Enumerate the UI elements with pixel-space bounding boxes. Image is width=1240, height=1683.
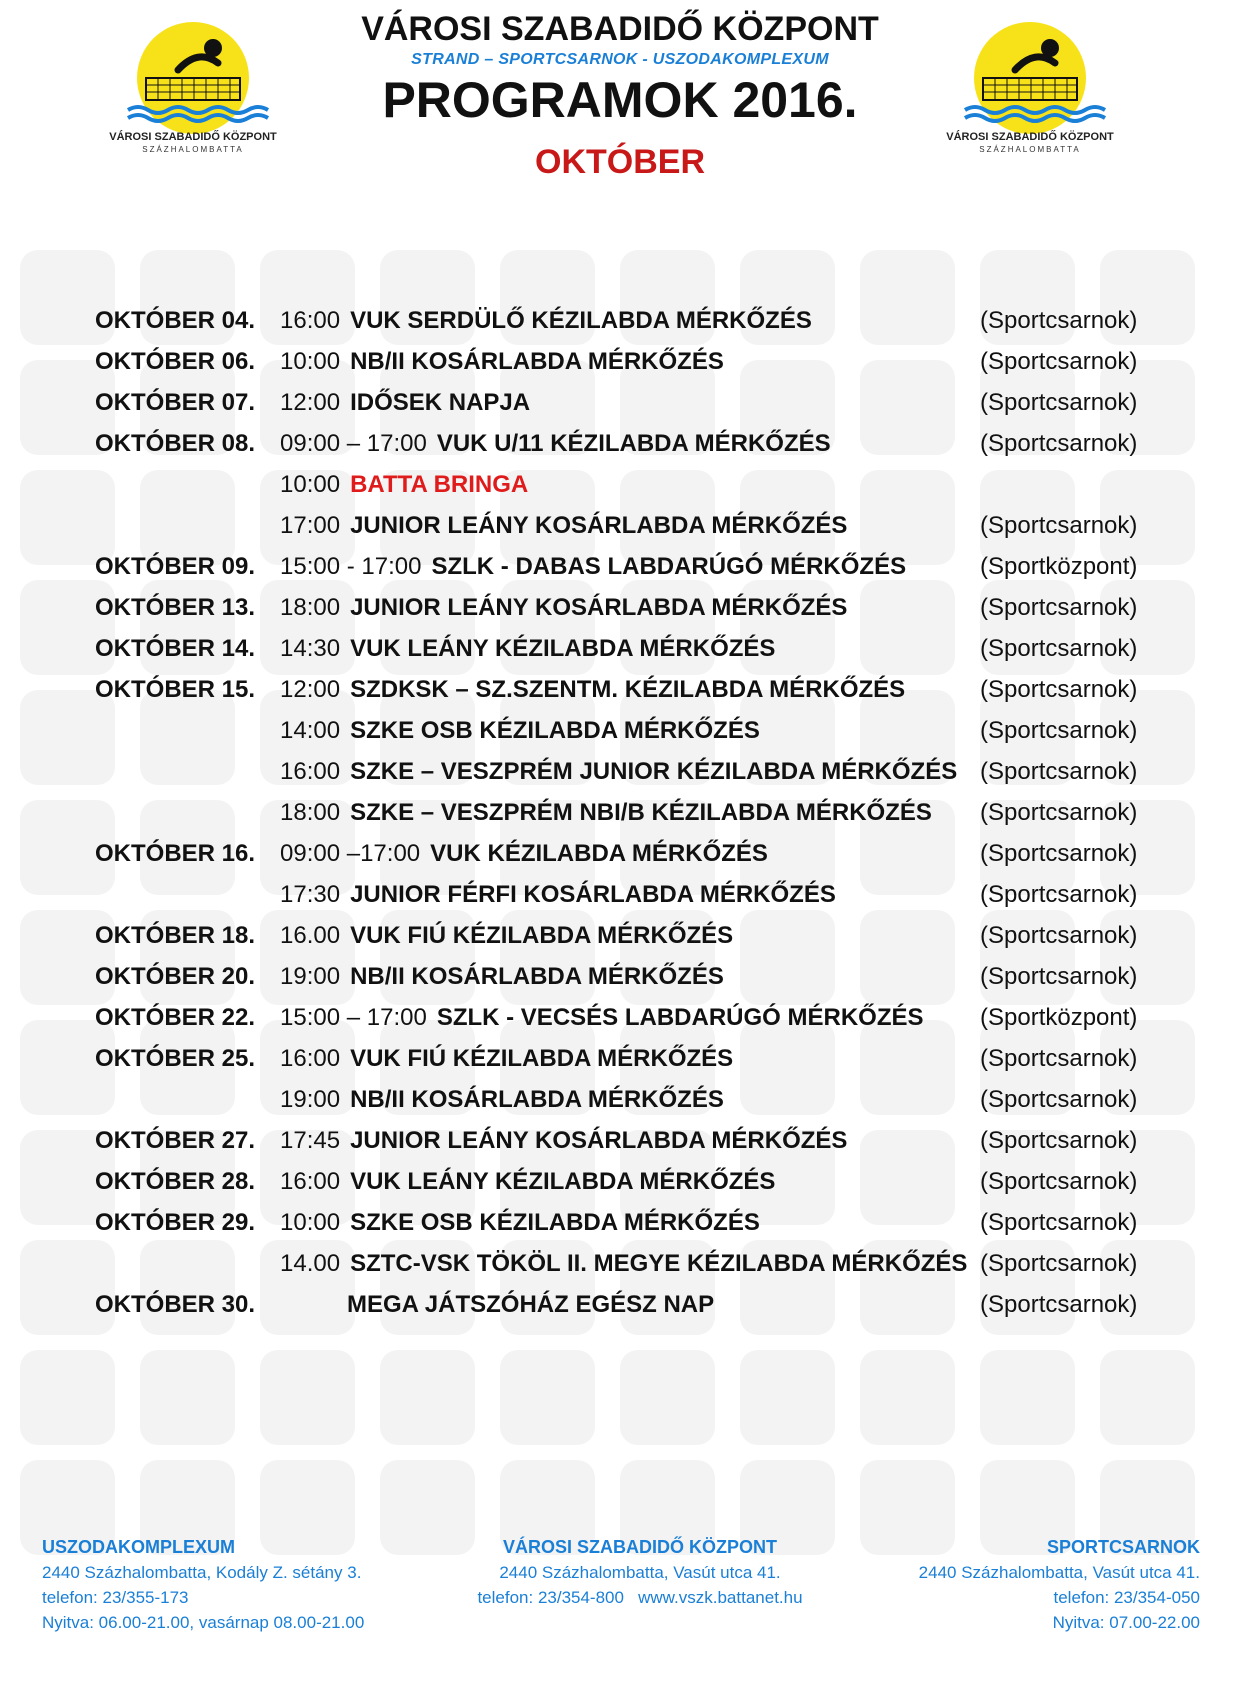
logo-subcaption: SZÁZHALOMBATTA xyxy=(142,145,244,154)
event-title: VUK KÉZILABDA MÉRKŐZÉS xyxy=(430,840,768,867)
event-time: 10:00 xyxy=(280,1209,341,1236)
event-time: 16:00 xyxy=(280,758,341,785)
event-time: 14.00 xyxy=(280,1250,341,1277)
schedule-row xyxy=(95,874,1175,915)
page-header xyxy=(0,6,1240,182)
event-venue: (Sportcsarnok) xyxy=(980,348,1138,375)
schedule-row xyxy=(95,1161,1175,1202)
schedule-row xyxy=(95,997,1175,1038)
event-time: 19:00 xyxy=(280,963,341,990)
schedule-row xyxy=(95,669,1175,710)
event-time: 17:30 xyxy=(280,881,341,908)
event-venue: (Sportcsarnok) xyxy=(980,1209,1138,1236)
event-title: BATTA BRINGA xyxy=(350,471,529,498)
event-title: NB/II KOSÁRLABDA MÉRKŐZÉS xyxy=(350,348,724,375)
event-venue: (Sportcsarnok) xyxy=(980,799,1138,826)
event-time: 15:00 - 17:00 xyxy=(280,553,422,580)
footer-uszoda-address: 2440 Százhalombatta, Kodály Z. sétány 3. xyxy=(42,1563,362,1582)
footer-vszk-title: VÁROSI SZABADIDŐ KÖZPONT xyxy=(502,1537,777,1557)
event-time: 18:00 xyxy=(280,799,341,826)
footer-vszk xyxy=(460,1535,820,1610)
event-time: 15:00 – 17:00 xyxy=(280,1004,427,1031)
event-title: NB/II KOSÁRLABDA MÉRKŐZÉS xyxy=(350,963,724,990)
watermark-tile xyxy=(380,1350,475,1445)
event-time: 17:45 xyxy=(280,1127,341,1154)
footer-uszoda-hours: Nyitva: 06.00-21.00, vasárnap 08.00-21.00 xyxy=(42,1613,365,1632)
event-title: SZKE OSB KÉZILABDA MÉRKŐZÉS xyxy=(350,1209,760,1236)
watermark-tile xyxy=(980,1350,1075,1445)
footer-sportcsarnok-address: 2440 Százhalombatta, Vasút utca 41. xyxy=(918,1563,1200,1582)
watermark-tile xyxy=(740,1350,835,1445)
event-venue: (Sportcsarnok) xyxy=(980,717,1138,744)
event-title: VUK SERDÜLŐ KÉZILABDA MÉRKŐZÉS xyxy=(350,307,812,334)
event-venue: (Sportcsarnok) xyxy=(980,1168,1138,1195)
event-time: 19:00 xyxy=(280,1086,341,1113)
event-time: 14:00 xyxy=(280,717,341,744)
schedule-row xyxy=(95,915,1175,956)
schedule-row xyxy=(95,505,1175,546)
event-date: OKTÓBER 20. xyxy=(95,963,256,990)
event-date: OKTÓBER 04. xyxy=(95,307,256,334)
event-title: JUNIOR FÉRFI KOSÁRLABDA MÉRKŐZÉS xyxy=(350,881,836,908)
event-title: VUK FIÚ KÉZILABDA MÉRKŐZÉS xyxy=(350,1045,734,1072)
event-schedule xyxy=(95,300,1175,1325)
event-venue: (Sportcsarnok) xyxy=(980,840,1138,867)
logo-caption: VÁROSI SZABADIDŐ KÖZPONT xyxy=(109,131,277,143)
event-date: OKTÓBER 27. xyxy=(95,1127,256,1154)
event-venue: (Sportcsarnok) xyxy=(980,430,1138,457)
event-venue: (Sportcsarnok) xyxy=(980,676,1138,703)
event-title: SZLK - DABAS LABDARÚGÓ MÉRKŐZÉS xyxy=(431,553,907,580)
event-time: 12:00 xyxy=(280,389,341,416)
event-venue: (Sportcsarnok) xyxy=(980,1045,1138,1072)
event-date: OKTÓBER 22. xyxy=(95,1004,256,1031)
event-date: OKTÓBER 29. xyxy=(95,1209,256,1236)
event-time: 16.00 xyxy=(280,922,341,949)
event-title: JUNIOR LEÁNY KOSÁRLABDA MÉRKŐZÉS xyxy=(350,594,848,621)
event-date: OKTÓBER 13. xyxy=(95,594,256,621)
event-venue: (Sportcsarnok) xyxy=(980,1086,1138,1113)
event-venue: (Sportközpont) xyxy=(980,553,1138,580)
schedule-row xyxy=(95,341,1175,382)
schedule-row xyxy=(95,423,1175,464)
org-title: VÁROSI SZABADIDŐ KÖZPONT xyxy=(361,10,879,48)
schedule-row xyxy=(95,710,1175,751)
event-time: 09:00 – 17:00 xyxy=(280,430,427,457)
event-venue: (Sportcsarnok) xyxy=(980,512,1138,539)
event-venue: (Sportcsarnok) xyxy=(980,963,1138,990)
schedule-row xyxy=(95,1120,1175,1161)
schedule-row xyxy=(95,1243,1175,1284)
event-title: IDŐSEK NAPJA xyxy=(350,389,531,416)
schedule-row xyxy=(95,628,1175,669)
event-title: VUK FIÚ KÉZILABDA MÉRKŐZÉS xyxy=(350,922,734,949)
event-time: 12:00 xyxy=(280,676,341,703)
event-venue: (Sportcsarnok) xyxy=(980,1250,1138,1277)
schedule-row xyxy=(95,300,1175,341)
event-date: OKTÓBER 16. xyxy=(95,840,256,867)
page-footer xyxy=(0,1535,1240,1655)
event-title: VUK LEÁNY KÉZILABDA MÉRKŐZÉS xyxy=(350,1168,776,1195)
watermark-tile xyxy=(860,1350,955,1445)
event-time: 09:00 –17:00 xyxy=(280,840,421,867)
schedule-row xyxy=(95,833,1175,874)
event-title: VUK LEÁNY KÉZILABDA MÉRKŐZÉS xyxy=(350,635,776,662)
event-time: 16:00 xyxy=(280,1168,341,1195)
event-title: SZKE – VESZPRÉM JUNIOR KÉZILABDA MÉRKŐZÉS xyxy=(350,758,958,785)
footer-sportcsarnok-phone: telefon: 23/354-050 xyxy=(1053,1588,1200,1607)
schedule-row xyxy=(95,1284,1175,1325)
event-venue: (Sportcsarnok) xyxy=(980,307,1138,334)
event-title: VUK U/11 KÉZILABDA MÉRKŐZÉS xyxy=(436,430,831,457)
footer-sportcsarnok-title: SPORTCSARNOK xyxy=(1046,1537,1200,1557)
event-venue: (Sportcsarnok) xyxy=(980,389,1138,416)
watermark-tile xyxy=(620,1350,715,1445)
logo-caption: VÁROSI SZABADIDŐ KÖZPONT xyxy=(946,131,1114,143)
watermark-tile xyxy=(500,1350,595,1445)
schedule-row xyxy=(95,464,1175,505)
event-venue: (Sportcsarnok) xyxy=(980,1291,1138,1318)
footer-vszk-phone-web[interactable]: telefon: 23/354-800 www.vszk.battanet.hu xyxy=(477,1588,803,1607)
event-time: 16:00 xyxy=(280,1045,341,1072)
event-date: OKTÓBER 07. xyxy=(95,389,256,416)
event-title: SZKE – VESZPRÉM NBI/B KÉZILABDA MÉRKŐZÉS xyxy=(350,799,932,826)
event-title: SZDKSK – SZ.SZENTM. KÉZILABDA MÉRKŐZÉS xyxy=(350,676,906,703)
programs-title: PROGRAMOK 2016. xyxy=(382,72,858,128)
schedule-row xyxy=(95,546,1175,587)
watermark-tile xyxy=(260,1350,355,1445)
event-date: OKTÓBER 14. xyxy=(95,635,256,662)
event-time: 10:00 xyxy=(280,471,341,498)
watermark-tile xyxy=(20,1350,115,1445)
logo-subcaption: SZÁZHALOMBATTA xyxy=(979,145,1081,154)
org-subtitle: STRAND – SPORTCSARNOK - USZODAKOMPLEXUM xyxy=(411,51,829,68)
footer-sportcsarnok xyxy=(919,1535,1200,1635)
event-time: 16:00 xyxy=(280,307,341,334)
event-date: OKTÓBER 06. xyxy=(95,348,256,375)
event-venue: (Sportcsarnok) xyxy=(980,1127,1138,1154)
event-title: SZKE OSB KÉZILABDA MÉRKŐZÉS xyxy=(350,717,760,744)
event-venue: (Sportcsarnok) xyxy=(980,594,1138,621)
event-date: OKTÓBER 18. xyxy=(95,922,256,949)
event-title: MEGA JÁTSZÓHÁZ EGÉSZ NAP xyxy=(347,1291,715,1318)
footer-uszoda-phone: telefon: 23/355-173 xyxy=(42,1588,189,1607)
schedule-row xyxy=(95,382,1175,423)
event-time: 10:00 xyxy=(280,348,341,375)
event-time: 17:00 xyxy=(280,512,341,539)
schedule-row xyxy=(95,587,1175,628)
event-venue: (Sportközpont) xyxy=(980,1004,1138,1031)
footer-uszoda xyxy=(42,1535,364,1635)
event-title: JUNIOR LEÁNY KOSÁRLABDA MÉRKŐZÉS xyxy=(350,1127,848,1154)
event-date: OKTÓBER 28. xyxy=(95,1168,256,1195)
event-venue: (Sportcsarnok) xyxy=(980,881,1138,908)
schedule-row xyxy=(95,1079,1175,1120)
schedule-row xyxy=(95,1202,1175,1243)
event-venue: (Sportcsarnok) xyxy=(980,922,1138,949)
event-title: JUNIOR LEÁNY KOSÁRLABDA MÉRKŐZÉS xyxy=(350,512,848,539)
event-time: 14:30 xyxy=(280,635,341,662)
event-date: OKTÓBER 30. xyxy=(95,1291,256,1318)
event-title: SZLK - VECSÉS LABDARÚGÓ MÉRKŐZÉS xyxy=(436,1004,924,1031)
event-time: 18:00 xyxy=(280,594,341,621)
event-title: SZTC-VSK TÖKÖL II. MEGYE KÉZILABDA MÉRKŐZÉS xyxy=(350,1250,968,1277)
event-date: OKTÓBER 08. xyxy=(95,430,256,457)
schedule-row xyxy=(95,1038,1175,1079)
footer-uszoda-title: USZODAKOMPLEXUM xyxy=(42,1537,235,1557)
month-title: OKTÓBER xyxy=(535,143,705,181)
watermark-tile xyxy=(140,1350,235,1445)
event-venue: (Sportcsarnok) xyxy=(980,635,1138,662)
event-title: NB/II KOSÁRLABDA MÉRKŐZÉS xyxy=(350,1086,724,1113)
event-date: OKTÓBER 25. xyxy=(95,1045,256,1072)
event-date: OKTÓBER 09. xyxy=(95,553,256,580)
watermark-tile xyxy=(1100,1350,1195,1445)
event-date: OKTÓBER 15. xyxy=(95,676,256,703)
schedule-row xyxy=(95,751,1175,792)
footer-sportcsarnok-hours: Nyitva: 07.00-22.00 xyxy=(1052,1613,1200,1632)
schedule-row xyxy=(95,792,1175,833)
footer-vszk-address: 2440 Százhalombatta, Vasút utca 41. xyxy=(499,1563,781,1582)
schedule-row xyxy=(95,956,1175,997)
event-venue: (Sportcsarnok) xyxy=(980,758,1138,785)
